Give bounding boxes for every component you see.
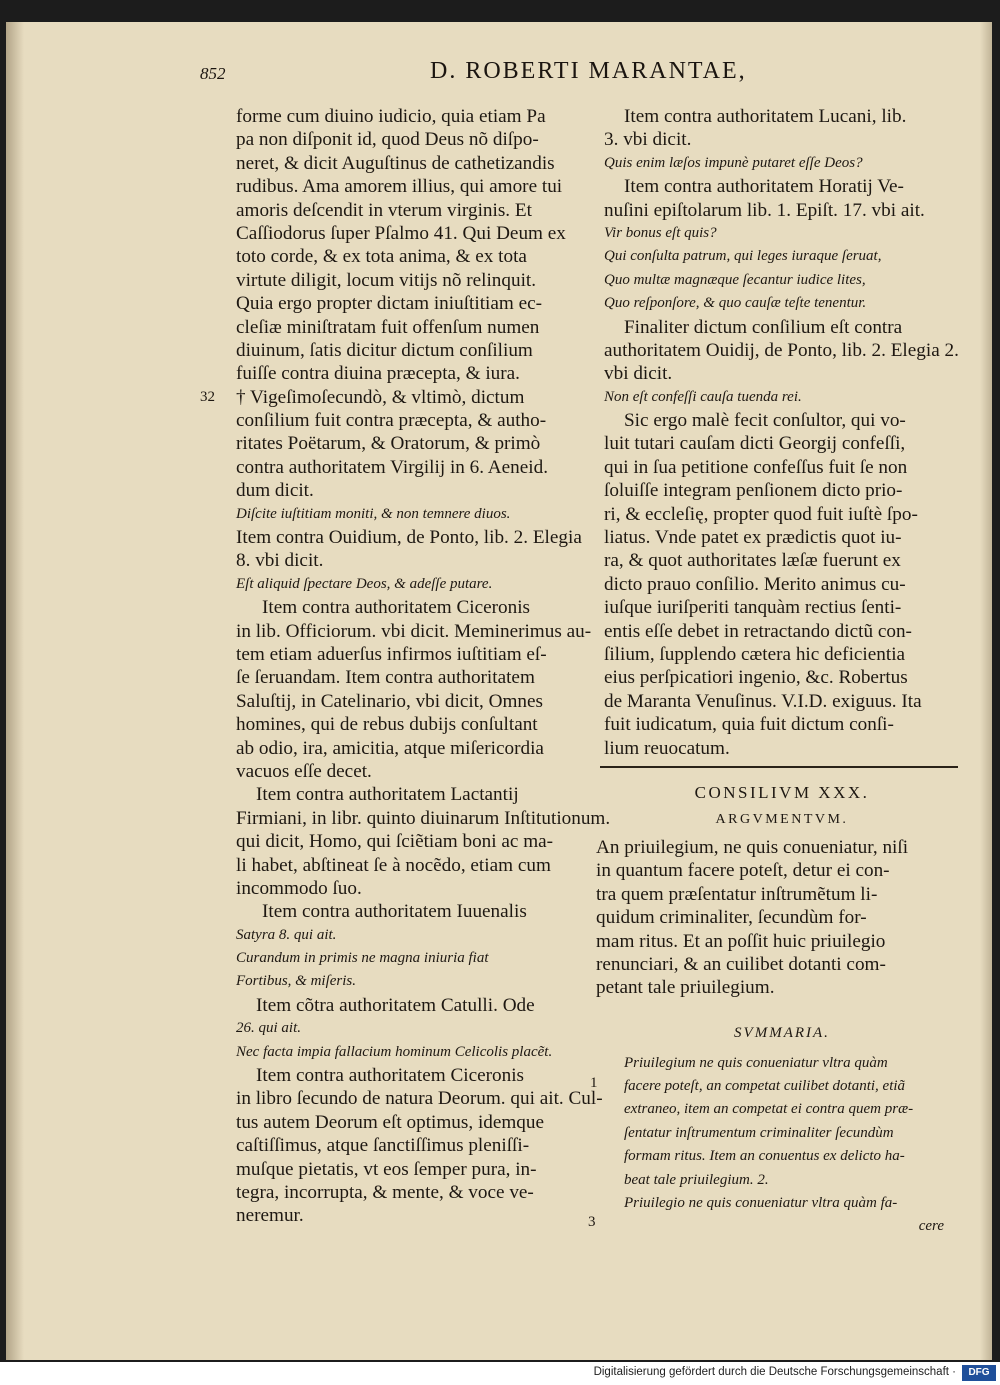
text-line: ſoluiſſe integram penſionem dicto prio- <box>604 480 903 502</box>
argumentum-line: mam ritus. Et an poſſit huic priuilegio <box>596 930 886 952</box>
text-line: homines, qui de rebus dubijs conſultant <box>236 714 538 736</box>
summaria-heading: SVMMARIA. <box>734 1024 830 1041</box>
text-line: virtute diligit, locum vitijs nõ relinquit. <box>236 269 537 291</box>
text-line: Item contra Ouidium, de Ponto, lib. 2. Elegia <box>236 527 582 549</box>
running-head: D. ROBERTI MARANTAE, <box>430 58 747 84</box>
text-line: fuiſſe contra diuina præcepta, & iura. <box>236 363 520 385</box>
text-line: tegra, incorrupta, & mente, & voce ve- <box>236 1181 534 1203</box>
text-line: caſtiſſimus, atque ſanctiſſimus pleniſſi- <box>236 1135 530 1157</box>
text-line: Eſt aliquid ſpectare Deos, & adeſſe putare. <box>236 575 493 592</box>
text-line: Non eſt confeſſi cauſa tuenda rei. <box>604 388 802 405</box>
text-line: Firmiani, in libr. quinto diuinarum Inſtitutionum. <box>236 807 611 829</box>
text-line: pa non diſponit id, quod Deus nõ diſpo- <box>236 129 539 151</box>
text-line: † Vigeſimoſecundò, & vltimò, dictum <box>236 386 525 408</box>
text-line: Fortibus, & miſeris. <box>236 973 357 990</box>
text-line: Vir bonus eſt quis? <box>604 224 717 241</box>
text-line: dicto prauo conſilio. Merito animus cu- <box>604 573 906 595</box>
text-line: tem etiam aduerſus infirmos iuſtitiam eſ- <box>236 643 547 665</box>
text-line: muſque pietatis, vt eos ſemper pura, in- <box>236 1158 537 1180</box>
right-column <box>596 105 960 1239</box>
text-line: ritates Poëtarum, & Oratorum, & primò <box>236 433 541 455</box>
text-line: Curandum in primis ne magna iniuria fiat <box>236 950 489 967</box>
text-line: Diſcite iuſtitiam moniti, & non temnere diuos. <box>236 505 511 522</box>
text-line: forme cum diuino iudicio, quia etiam Pa <box>236 106 546 127</box>
text-line: fuit iudicatum, quia fuit dictum conſi- <box>604 714 894 736</box>
summaria-line: Priuilegio ne quis conueniatur vltra quàm fa- <box>624 1195 898 1212</box>
text-line: Saluſtij, in Catelinario, vbi dicit, Omnes <box>236 690 543 712</box>
page-number: 852 <box>200 64 226 83</box>
footer-bar <box>0 1362 1000 1385</box>
margin-number: 3 <box>588 1214 596 1230</box>
summaria-block <box>604 1052 960 1239</box>
text-line: iuſque iuriſperiti tanquàm rectius ſenti- <box>604 597 902 619</box>
argumentum-line: petant tale priuilegium. <box>596 977 775 999</box>
argumentum-line: in quantum facere poteſt, detur ei con- <box>596 860 890 882</box>
argumentum-line: An priuilegium, ne quis conueniatur, niſi <box>596 836 909 858</box>
text-line: Item contra authoritatem Lactantij <box>256 784 519 806</box>
dfg-logo: DFG <box>962 1365 996 1381</box>
text-line: Quia ergo propter dictam iniuſtitiam ec- <box>236 293 543 315</box>
text-line: ſilium, ſupplendo cætera hic deficientia <box>604 643 906 665</box>
text-line: 3. vbi dicit. <box>604 129 692 151</box>
text-line: eius perſpicatiori ingenio, &c. Robertus <box>604 667 908 689</box>
text-line: vacuos eſſe decet. <box>236 760 372 782</box>
text-line: Quis enim læſos impunè putaret eſſe Deos? <box>604 154 863 171</box>
text-line: Satyra 8. qui ait. <box>236 926 337 943</box>
text-line: liatus. Vnde patet ex prædictis quot iu- <box>604 527 902 549</box>
argumentum-line: tra quem præſentatur inſtrumẽtum li- <box>596 883 878 905</box>
text-line: qui dicit, Homo, qui ſciẽtiam boni ac ma- <box>236 831 554 853</box>
text-line: neret, & dicit Auguſtinus de cathetizandis <box>236 152 555 174</box>
summaria-line: Priuilegium ne quis conueniatur vltra quàm <box>624 1054 888 1071</box>
text-line: 26. qui ait. <box>236 1020 302 1037</box>
argumentum-line: renunciari, & an cuilibet dotanti com- <box>596 953 886 975</box>
text-line: de Maranta Venuſinus. V.I.D. exiguus. Ita <box>604 690 922 712</box>
text-line: tus autem Deorum eſt optimus, idemque <box>236 1111 545 1133</box>
text-line: Quo reſponſore, & quo cauſæ teſte tenentur. <box>604 295 867 312</box>
text-line: Item contra authoritatem Ciceronis <box>262 597 530 619</box>
text-line: Finaliter dictum conſilium eſt contra <box>624 316 903 338</box>
text-line: in libro ſecundo de natura Deorum. qui ait. Cul- <box>236 1088 603 1110</box>
text-line: ra, & quot authoritates læſæ fuerunt ex <box>604 550 901 572</box>
left-column <box>236 105 611 1228</box>
text-line: luit tutari cauſam dicti Georgij confeſſi, <box>604 433 906 455</box>
text-line: Item contra authoritatem Iuuenalis <box>262 901 527 923</box>
text-line: entis eſſe debet in retractando dictũ con- <box>604 620 912 642</box>
text-line: contra authoritatem Virgilij in 6. Aeneid. <box>236 456 549 478</box>
text-line: diuinum, ſatis dicitur dictum conſilium <box>236 339 533 361</box>
text-line: conſilium fuit contra præcepta, & autho- <box>236 410 547 432</box>
text-line: lium reuocatum. <box>604 737 730 759</box>
argumentum-heading: ARGVMENTVM. <box>715 811 849 827</box>
text-line: Item contra authoritatem Ciceronis <box>256 1065 524 1087</box>
footer-credit: Digitalisierung gefördert durch die Deutsche Forschungsgemeinschaft · <box>593 1366 956 1378</box>
consilium-heading: CONSILIVM XXX. <box>694 782 870 802</box>
text-line: Caſſiodorus ſuper Pſalmo 41. Qui Deum ex <box>236 222 566 244</box>
text-line: Quo multæ magnæque ſecantur iudice lites, <box>604 271 866 288</box>
text-line: ſe ſeruandam. Item contra authoritatem <box>236 667 535 689</box>
text-line: Item cõtra authoritatem Catulli. Ode <box>256 994 535 1016</box>
text-line: cleſiæ miniſtratam fuit offenſum numen <box>236 316 540 338</box>
argumentum-line: quidum criminaliter, ſecundùm for- <box>596 907 867 929</box>
text-line: qui in ſua petitione confeſſus fuit ſe non <box>604 456 908 478</box>
text-line: Item contra authoritatem Horatij Ve- <box>624 176 904 198</box>
text-line: rudibus. Ama amorem illius, qui amore tui <box>236 176 563 198</box>
text-line: Qui conſulta patrum, qui leges iuraque ſeruat, <box>604 248 882 265</box>
catchword: cere <box>918 1218 944 1235</box>
text-line: li habet, abſtineat ſe à nocẽdo, etiam cum <box>236 854 551 876</box>
text-line: 8. vbi dicit. <box>236 550 324 572</box>
text-line: authoritatem Ouidij, de Ponto, lib. 2. Elegia 2. <box>604 339 959 361</box>
text-line: Sic ergo malè fecit conſultor, qui vo- <box>624 410 906 432</box>
text-line: nuſini epiſtolarum lib. 1. Epiſt. 17. vbi ait. <box>604 199 925 221</box>
argumentum-block <box>596 836 960 1000</box>
text-line: incommodo ſuo. <box>236 877 362 899</box>
margin-number: 1 <box>590 1075 598 1091</box>
summaria-line: beat tale priuilegium. 2. <box>624 1171 769 1188</box>
summaria-line: facere poteſt, an competat cuilibet dotanti, etiã <box>624 1078 906 1095</box>
text-line: ab odio, ira, amicitia, atque miſericordia <box>236 737 544 759</box>
section-rule <box>600 766 958 768</box>
text-line: toto corde, & ex tota anima, & ex tota <box>236 246 527 268</box>
summaria-line: extraneo, item an competat ei contra quem præ- <box>624 1101 914 1118</box>
text-line: in lib. Officiorum. vbi dicit. Meminerimus au- <box>236 620 592 642</box>
summaria-line: ſentatur inſtrumentum criminaliter ſecundùm <box>624 1124 894 1141</box>
text-line: Nec facta impia fallacium hominum Celicolis placẽt. <box>236 1043 553 1060</box>
summaria-line: formam ritus. Item an conuentus ex delicto ha- <box>624 1148 905 1165</box>
text-line: vbi dicit. <box>604 363 673 385</box>
text-line: ri, & eccleſię, propter quod fuit iuſtè ſpo- <box>604 503 918 525</box>
text-line: neremur. <box>236 1205 304 1227</box>
text-line: dum dicit. <box>236 480 314 502</box>
text-line: amoris deſcendit in vterum virginis. Et <box>236 199 532 221</box>
text-line: Item contra authoritatem Lucani, lib. <box>624 106 907 127</box>
margin-number: 32 <box>200 389 215 405</box>
